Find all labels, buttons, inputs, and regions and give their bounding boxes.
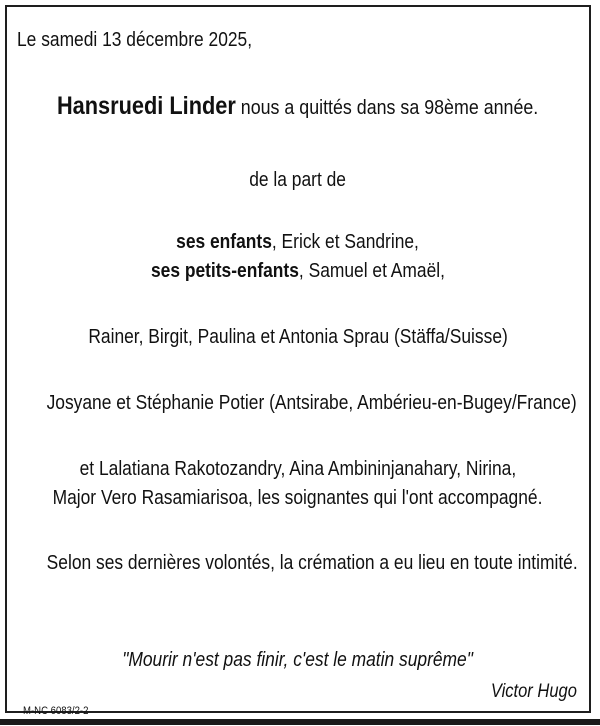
children-names: , Erick et Sandrine,: [272, 231, 420, 253]
family-line-children: [7, 230, 589, 254]
caregivers-line-2: [7, 486, 589, 510]
announcement-text: nous a quittés dans sa 98ème année.: [236, 96, 539, 119]
from-line-text: de la part de: [249, 169, 347, 191]
bottom-rule: [0, 719, 600, 725]
potier-text: Josyane et Stéphanie Potier (Antsirabe, Ambérieu-en-Bugey/France): [46, 392, 577, 414]
quote-line: [7, 648, 589, 672]
cremation-line: [7, 551, 589, 575]
family-line-potier: [7, 391, 589, 415]
caregivers-text-1: et Lalatiana Rakotozandry, Aina Ambininjanahary, Nirina,: [79, 458, 517, 480]
reference-code: [23, 705, 600, 718]
caregivers-line-1: [7, 457, 589, 481]
caregivers-text-2: Major Vero Rasamiarisoa, les soignantes qui l'ont accompagné.: [53, 487, 543, 509]
date-line: [17, 28, 599, 52]
deceased-name: Hansruedi Linder: [57, 92, 237, 120]
announcement-line: [7, 91, 589, 121]
sprau-text: Rainer, Birgit, Paulina et Antonia Sprau (Stäffa/Suisse): [88, 326, 508, 348]
quote-text: "Mourir n'est pas finir, c'est le matin suprême": [122, 649, 474, 671]
reference-code-text: M-NC 6083/2-2: [23, 705, 89, 717]
grandchildren-label: ses petits-enfants: [150, 260, 299, 282]
family-line-sprau: [7, 325, 589, 349]
from-line: [7, 168, 589, 192]
notice-frame: [5, 5, 591, 717]
children-label: ses enfants: [176, 231, 273, 253]
grandchildren-names: , Samuel et Amaël,: [298, 260, 446, 282]
date-line-text: Le samedi 13 décembre 2025,: [17, 29, 253, 51]
cremation-text: Selon ses dernières volontés, la crémation a eu lieu en toute intimité.: [46, 552, 578, 574]
family-line-grandchildren: [7, 259, 589, 283]
quote-author-text: Victor Hugo: [490, 681, 577, 702]
quote-author-line: [7, 681, 589, 704]
